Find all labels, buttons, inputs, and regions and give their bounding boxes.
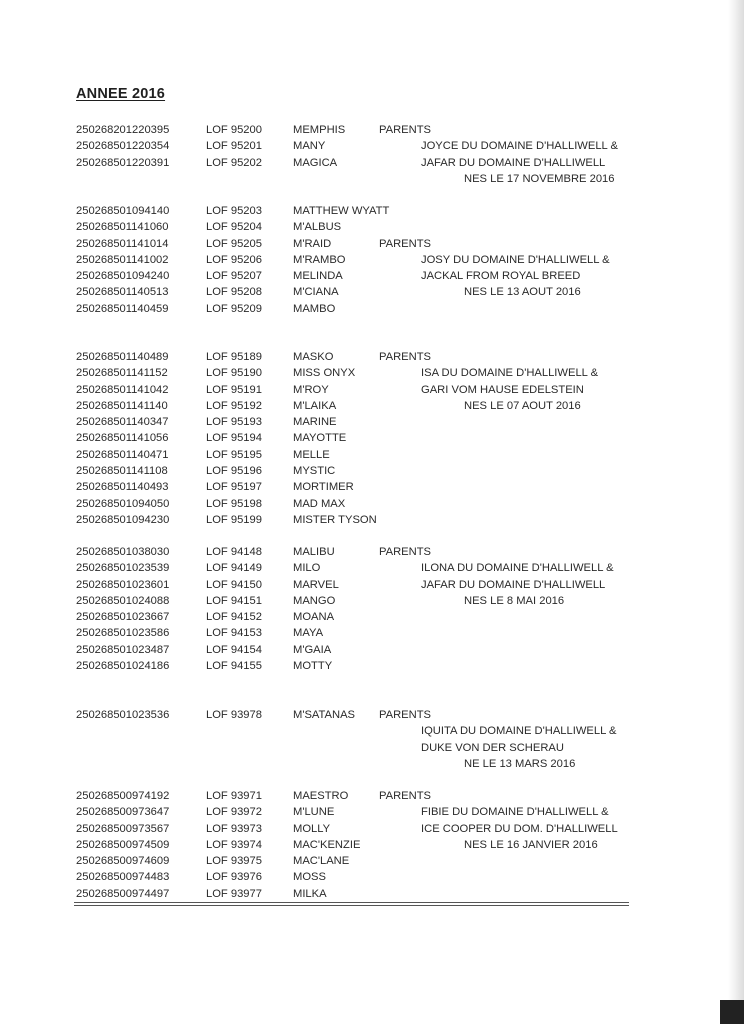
chip-number: 250268500974192 bbox=[76, 790, 170, 802]
puppy-name: M'LAIKA bbox=[293, 399, 337, 412]
chip-number: 250268501024088 bbox=[76, 594, 170, 607]
table-row bbox=[0, 382, 744, 398]
lof-number: LOF 93972 bbox=[206, 806, 262, 819]
father-name: JAFAR DU DOMAINE D'HALLIWELL bbox=[421, 156, 606, 169]
chip-number: 250268501140459 bbox=[76, 302, 169, 315]
parents-label: PARENTS bbox=[379, 790, 432, 802]
lof-number: LOF 93977 bbox=[206, 887, 262, 900]
mother-name: ISA DU DOMAINE D'HALLIWELL & bbox=[421, 367, 599, 380]
lof-number: LOF 95196 bbox=[206, 465, 262, 478]
puppy-name: MOLLY bbox=[293, 822, 331, 835]
table-row bbox=[0, 788, 744, 804]
table-row bbox=[0, 658, 744, 674]
puppy-name: MAGICA bbox=[293, 156, 338, 169]
puppy-name: M'CIANA bbox=[293, 286, 339, 299]
table-row bbox=[0, 560, 744, 576]
puppy-name: MASKO bbox=[293, 351, 334, 363]
table-row bbox=[0, 349, 744, 365]
chip-number: 250268500974497 bbox=[76, 887, 170, 900]
puppy-name: MORTIMER bbox=[293, 481, 354, 494]
lof-number: LOF 93971 bbox=[206, 790, 262, 802]
lof-number: LOF 95203 bbox=[206, 205, 262, 217]
birth-date: NES LE 13 AOUT 2016 bbox=[464, 286, 581, 299]
lof-number: LOF 95204 bbox=[206, 221, 262, 234]
puppy-name: M'GAIA bbox=[293, 643, 332, 656]
table-row bbox=[0, 171, 744, 187]
table-row bbox=[0, 577, 744, 593]
page-title: ANNEE 2016 bbox=[76, 86, 166, 102]
table-row bbox=[0, 236, 744, 252]
table-row bbox=[0, 869, 744, 885]
litter-block bbox=[0, 122, 744, 187]
bottom-rule-bottom bbox=[74, 905, 629, 906]
puppy-name: MAD MAX bbox=[293, 497, 346, 510]
table-row bbox=[0, 544, 744, 560]
mother-name: IQUITA DU DOMAINE D'HALLIWELL & bbox=[421, 725, 617, 738]
puppy-name: M'RAID bbox=[293, 237, 332, 250]
chip-number: 250268501094230 bbox=[76, 513, 170, 526]
chip-number: 250268501094240 bbox=[76, 270, 170, 283]
scan-corner bbox=[720, 1000, 744, 1024]
puppy-name: MAMBO bbox=[293, 302, 336, 315]
puppy-name: MARINE bbox=[293, 416, 337, 429]
lof-number: LOF 95192 bbox=[206, 399, 262, 412]
chip-number: 250268501141014 bbox=[76, 237, 169, 250]
chip-number: 250268501094140 bbox=[76, 205, 170, 217]
table-row bbox=[0, 707, 744, 723]
chip-number: 250268501141060 bbox=[76, 221, 169, 234]
puppy-name: MOTTY bbox=[293, 660, 333, 673]
table-row bbox=[0, 365, 744, 381]
chip-number: 250268501220354 bbox=[76, 140, 170, 153]
lof-number: LOF 94149 bbox=[206, 562, 262, 575]
table-row bbox=[0, 740, 744, 756]
table-row bbox=[0, 496, 744, 512]
chip-number: 250268501023586 bbox=[76, 627, 170, 640]
father-name: JACKAL FROM ROYAL BREED bbox=[421, 270, 581, 283]
table-row bbox=[0, 479, 744, 495]
table-row bbox=[0, 804, 744, 820]
chip-number: 250268501141002 bbox=[76, 253, 169, 266]
table-row bbox=[0, 625, 744, 641]
chip-number: 250268501023539 bbox=[76, 562, 170, 575]
litter-block bbox=[0, 788, 744, 902]
lof-number: LOF 93974 bbox=[206, 838, 262, 851]
puppy-name: MALIBU bbox=[293, 546, 335, 558]
table-row bbox=[0, 463, 744, 479]
table-row bbox=[0, 723, 744, 739]
chip-number: 250268501141152 bbox=[76, 367, 168, 380]
table-row bbox=[0, 284, 744, 300]
chip-number: 250268501141042 bbox=[76, 383, 169, 396]
chip-number: 250268501023487 bbox=[76, 643, 170, 656]
parents-label: PARENTS bbox=[379, 351, 432, 363]
mother-name: JOYCE DU DOMAINE D'HALLIWELL & bbox=[421, 140, 618, 153]
parents-label: PARENTS bbox=[379, 546, 432, 558]
mother-name: FIBIE DU DOMAINE D'HALLIWELL & bbox=[421, 806, 609, 819]
lof-number: LOF 95194 bbox=[206, 432, 262, 445]
lof-number: LOF 94154 bbox=[206, 643, 262, 656]
puppy-name: MANY bbox=[293, 140, 326, 153]
table-row bbox=[0, 155, 744, 171]
bottom-rule-top bbox=[74, 902, 629, 903]
birth-date: NE LE 13 MARS 2016 bbox=[464, 757, 576, 770]
puppy-name: MEMPHIS bbox=[293, 124, 346, 136]
lof-number: LOF 93978 bbox=[206, 709, 262, 721]
father-name: GARI VOM HAUSE EDELSTEIN bbox=[421, 383, 584, 396]
lof-number: LOF 93975 bbox=[206, 855, 262, 868]
chip-number: 250268501094050 bbox=[76, 497, 170, 510]
lof-number: LOF 94148 bbox=[206, 546, 262, 558]
table-row bbox=[0, 609, 744, 625]
puppy-name: MAESTRO bbox=[293, 790, 349, 802]
chip-number: 250268500974509 bbox=[76, 838, 170, 851]
lof-number: LOF 95200 bbox=[206, 124, 262, 136]
puppy-name: MELLE bbox=[293, 448, 330, 461]
lof-number: LOF 95191 bbox=[206, 383, 262, 396]
birth-date: NES LE 16 JANVIER 2016 bbox=[464, 838, 598, 851]
table-row bbox=[0, 642, 744, 658]
chip-number: 250268500973647 bbox=[76, 806, 170, 819]
chip-number: 250268500974483 bbox=[76, 871, 170, 884]
lof-number: LOF 95207 bbox=[206, 270, 262, 283]
puppy-name: M'RAMBO bbox=[293, 253, 346, 266]
lof-number: LOF 94151 bbox=[206, 594, 262, 607]
litter-block bbox=[0, 349, 744, 528]
chip-number: 250268500974609 bbox=[76, 855, 170, 868]
table-row bbox=[0, 447, 744, 463]
chip-number: 250268501038030 bbox=[76, 546, 170, 558]
lof-number: LOF 95201 bbox=[206, 140, 262, 153]
puppy-name: MARVEL bbox=[293, 578, 339, 591]
table-row bbox=[0, 512, 744, 528]
puppy-name: MATTHEW WYATT bbox=[293, 205, 390, 217]
table-row bbox=[0, 122, 744, 138]
father-name: DUKE VON DER SCHERAU bbox=[421, 741, 564, 754]
lof-number: LOF 95193 bbox=[206, 416, 262, 429]
chip-number: 250268501140513 bbox=[76, 286, 169, 299]
lof-number: LOF 93973 bbox=[206, 822, 262, 835]
lof-number: LOF 93976 bbox=[206, 871, 262, 884]
chip-number: 250268501140471 bbox=[76, 448, 169, 461]
lof-number: LOF 95198 bbox=[206, 497, 262, 510]
puppy-name: MYSTIC bbox=[293, 465, 336, 478]
table-row bbox=[0, 837, 744, 853]
parents-label: PARENTS bbox=[379, 709, 432, 721]
puppy-name: MAC'KENZIE bbox=[293, 838, 361, 851]
mother-name: JOSY DU DOMAINE D'HALLIWELL & bbox=[421, 253, 610, 266]
lof-number: LOF 95208 bbox=[206, 286, 262, 299]
table-row bbox=[0, 756, 744, 772]
birth-date: NES LE 07 AOUT 2016 bbox=[464, 399, 581, 412]
birth-date: NES LE 17 NOVEMBRE 2016 bbox=[464, 172, 615, 185]
father-name: JAFAR DU DOMAINE D'HALLIWELL bbox=[421, 578, 606, 591]
puppy-name: MILO bbox=[293, 562, 321, 575]
puppy-name: MISTER TYSON bbox=[293, 513, 377, 526]
litter-block bbox=[0, 544, 744, 674]
puppy-name: MAYA bbox=[293, 627, 324, 640]
puppy-name: MOANA bbox=[293, 611, 335, 624]
table-row bbox=[0, 430, 744, 446]
lof-number: LOF 94155 bbox=[206, 660, 262, 673]
puppy-name: M'ALBUS bbox=[293, 221, 342, 234]
chip-number: 250268501140493 bbox=[76, 481, 169, 494]
lof-number: LOF 95209 bbox=[206, 302, 262, 315]
chip-number: 250268501141140 bbox=[76, 399, 168, 412]
litter-block bbox=[0, 203, 744, 317]
chip-number: 250268201220395 bbox=[76, 124, 170, 136]
table-row bbox=[0, 301, 744, 317]
chip-number: 250268501023601 bbox=[76, 578, 170, 591]
table-row bbox=[0, 414, 744, 430]
chip-number: 250268501023667 bbox=[76, 611, 170, 624]
lof-number: LOF 95199 bbox=[206, 513, 262, 526]
father-name: ICE COOPER DU DOM. D'HALLIWELL bbox=[421, 822, 618, 835]
puppy-name: MISS ONYX bbox=[293, 367, 356, 380]
lof-number: LOF 95190 bbox=[206, 367, 262, 380]
puppy-name: M'ROY bbox=[293, 383, 329, 396]
chip-number: 250268501141056 bbox=[76, 432, 169, 445]
chip-number: 250268500973567 bbox=[76, 822, 170, 835]
chip-number: 250268501023536 bbox=[76, 709, 170, 721]
table-row bbox=[0, 886, 744, 902]
table-row bbox=[0, 398, 744, 414]
table-row bbox=[0, 252, 744, 268]
table-row bbox=[0, 138, 744, 154]
chip-number: 250268501140347 bbox=[76, 416, 169, 429]
lof-number: LOF 95202 bbox=[206, 156, 262, 169]
chip-number: 250268501220391 bbox=[76, 156, 170, 169]
chip-number: 250268501140489 bbox=[76, 351, 169, 363]
puppy-name: M'SATANAS bbox=[293, 709, 356, 721]
puppy-name: MAYOTTE bbox=[293, 432, 347, 445]
table-row bbox=[0, 821, 744, 837]
lof-number: LOF 95189 bbox=[206, 351, 262, 363]
puppy-name: MILKA bbox=[293, 887, 327, 900]
table-row bbox=[0, 593, 744, 609]
puppy-name: MANGO bbox=[293, 594, 336, 607]
chip-number: 250268501024186 bbox=[76, 660, 170, 673]
puppy-name: MOSS bbox=[293, 871, 326, 884]
lof-number: LOF 94153 bbox=[206, 627, 262, 640]
table-row bbox=[0, 219, 744, 235]
birth-date: NES LE 8 MAI 2016 bbox=[464, 594, 565, 607]
puppy-name: MELINDA bbox=[293, 270, 343, 283]
lof-number: LOF 95205 bbox=[206, 237, 262, 250]
lof-number: LOF 95206 bbox=[206, 253, 262, 266]
parents-label: PARENTS bbox=[379, 237, 432, 250]
puppy-name: MAC'LANE bbox=[293, 855, 350, 868]
lof-number: LOF 95195 bbox=[206, 448, 262, 461]
table-row bbox=[0, 853, 744, 869]
table-row bbox=[0, 203, 744, 219]
lof-number: LOF 94150 bbox=[206, 578, 262, 591]
lof-number: LOF 95197 bbox=[206, 481, 262, 494]
puppy-name: M'LUNE bbox=[293, 806, 335, 819]
chip-number: 250268501141108 bbox=[76, 465, 168, 478]
table-row bbox=[0, 268, 744, 284]
mother-name: ILONA DU DOMAINE D'HALLIWELL & bbox=[421, 562, 614, 575]
parents-label: PARENTS bbox=[379, 124, 432, 136]
lof-number: LOF 94152 bbox=[206, 611, 262, 624]
litter-block bbox=[0, 707, 744, 772]
